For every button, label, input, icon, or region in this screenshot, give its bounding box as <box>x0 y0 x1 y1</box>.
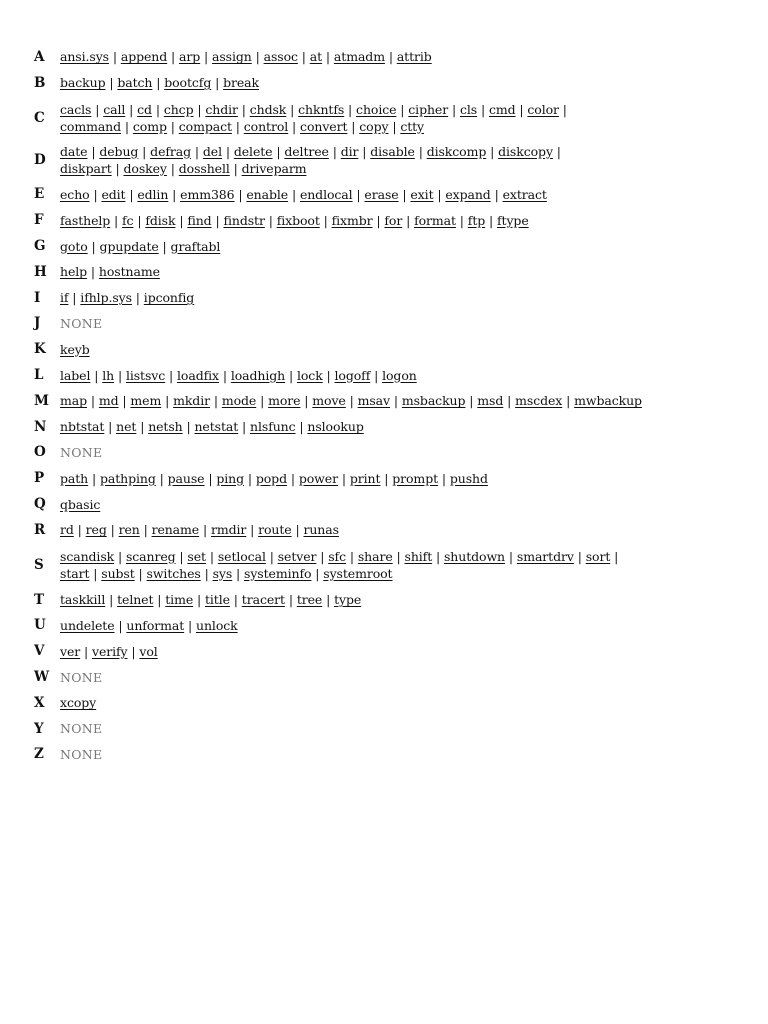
index-letter: U <box>34 617 46 634</box>
command-link-ping[interactable]: ping <box>216 470 244 486</box>
command-link-driveparm[interactable]: driveparm <box>241 160 307 176</box>
command-link-debug[interactable]: debug <box>99 143 139 159</box>
command-link-pathping[interactable]: pathping <box>100 470 156 486</box>
command-link-verify[interactable]: verify <box>92 643 128 659</box>
command-link-fdisk[interactable]: fdisk <box>145 212 176 228</box>
index-letter: A <box>34 48 45 65</box>
command-link-bootcfg[interactable]: bootcfg <box>164 75 212 91</box>
command-link-erase[interactable]: erase <box>364 186 399 202</box>
command-link-cipher[interactable]: cipher <box>408 101 449 117</box>
command-link-ipconfig[interactable]: ipconfig <box>143 290 195 306</box>
command-link-route[interactable]: route <box>258 522 292 538</box>
command-link-control[interactable]: control <box>243 118 289 134</box>
command-link-switches[interactable]: switches <box>146 565 201 581</box>
command-link-exit[interactable]: exit <box>410 186 434 202</box>
command-link-path[interactable]: path <box>60 470 89 486</box>
command-link-cmd[interactable]: cmd <box>488 101 516 117</box>
command-link-at[interactable]: at <box>309 49 323 65</box>
index-letter: W <box>34 669 50 686</box>
command-link-copy[interactable]: copy <box>359 118 389 134</box>
command-link-setlocal[interactable]: setlocal <box>217 548 266 564</box>
index-row-k <box>34 336 734 362</box>
index-row-o <box>34 440 734 466</box>
command-link-taskkill[interactable]: taskkill <box>60 592 106 608</box>
index-letter: R <box>34 521 46 538</box>
index-row-r <box>34 517 734 543</box>
command-link-assoc[interactable]: assoc <box>263 49 298 65</box>
command-list <box>60 694 734 711</box>
index-row-i <box>34 285 734 311</box>
command-link-systemroot[interactable]: systemroot <box>323 565 393 581</box>
command-link-find[interactable]: find <box>187 212 212 228</box>
command-link-nbtstat[interactable]: nbtstat <box>60 419 105 435</box>
index-row-t <box>34 587 734 613</box>
index-row-d <box>34 140 734 180</box>
command-link-fasthelp[interactable]: fasthelp <box>60 212 111 228</box>
command-link-chdir[interactable]: chdir <box>205 101 238 117</box>
command-list: goto | gpupdate | graftabl <box>60 238 221 254</box>
index-letter: L <box>34 367 44 384</box>
command-link-scandisk[interactable]: scandisk <box>60 548 115 564</box>
command-link-unformat[interactable]: unformat <box>126 617 185 633</box>
command-link-if[interactable]: if <box>60 290 69 306</box>
command-link-ifhlp-sys[interactable]: ifhlp.sys <box>80 290 132 306</box>
index-letter: Y <box>34 720 44 737</box>
index-row-c <box>34 98 734 138</box>
index-letter: S <box>34 556 44 573</box>
command-link-attrib[interactable]: attrib <box>396 49 432 65</box>
command-link-subst[interactable]: subst <box>101 565 135 581</box>
command-link-move[interactable]: move <box>312 393 346 409</box>
command-link-ftp[interactable]: ftp <box>467 212 486 228</box>
none-label: NONE <box>60 746 103 762</box>
command-link-chkntfs[interactable]: chkntfs <box>298 101 345 117</box>
command-link-mscdex[interactable]: mscdex <box>515 393 563 409</box>
command-list: scandisk | scanreg | set | setlocal | setver | sfc | share | shift | shutdown | smartdrv | sort | start | subst | switches | sys | systeminfo | systemroot <box>60 548 619 581</box>
command-list <box>60 496 734 513</box>
index-letter: D <box>34 151 46 168</box>
command-link-ver[interactable]: ver <box>60 643 81 659</box>
index-row-n <box>34 414 734 440</box>
command-list: fasthelp | fc | fdisk | find | findstr | fixboot | fixmbr | for | format | ftp | ftype <box>60 212 529 228</box>
command-link-xcopy[interactable]: xcopy <box>60 695 97 711</box>
command-list: backup | batch | bootcfg | break <box>60 75 260 91</box>
command-link-more[interactable]: more <box>268 393 301 409</box>
command-link-shutdown[interactable]: shutdown <box>443 548 506 564</box>
command-link-sort[interactable]: sort <box>585 548 611 564</box>
command-list <box>60 669 734 686</box>
command-link-expand[interactable]: expand <box>445 186 491 202</box>
command-link-ren[interactable]: ren <box>118 522 140 538</box>
command-link-break[interactable]: break <box>223 75 260 91</box>
command-link-set[interactable]: set <box>187 548 206 564</box>
command-link-edit[interactable]: edit <box>101 186 126 202</box>
command-link-date[interactable]: date <box>60 143 88 159</box>
index-row-p <box>34 465 734 491</box>
command-list: echo | edit | edlin | emm386 | enable | endlocal | erase | exit | expand | extract <box>60 186 547 202</box>
index-row-s <box>34 545 734 585</box>
command-link-rename[interactable]: rename <box>151 522 200 538</box>
command-link-keyb[interactable]: keyb <box>60 341 90 357</box>
index-letter: Z <box>34 746 44 763</box>
command-link-label[interactable]: label <box>60 367 91 383</box>
command-link-sfc[interactable]: sfc <box>328 548 346 564</box>
command-link-start[interactable]: start <box>60 565 90 581</box>
command-link-defrag[interactable]: defrag <box>150 143 192 159</box>
command-list: rd | reg | ren | rename | rmdir | route | runas <box>60 522 339 538</box>
none-label: NONE <box>60 721 103 737</box>
index-row-a <box>34 44 734 70</box>
command-link-choice[interactable]: choice <box>356 101 397 117</box>
command-link-color[interactable]: color <box>527 101 559 117</box>
index-row-b <box>34 70 734 96</box>
command-link-echo[interactable]: echo <box>60 186 90 202</box>
command-link-shift[interactable]: shift <box>404 548 433 564</box>
index-letter: F <box>34 212 44 229</box>
command-link-net[interactable]: net <box>116 419 137 435</box>
command-link-tree[interactable]: tree <box>296 592 323 608</box>
command-link-enable[interactable]: enable <box>246 186 289 202</box>
index-letter: C <box>34 109 45 126</box>
command-list: date | debug | defrag | del | delete | deltree | dir | disable | diskcomp | diskcopy | diskpart | doskey | dosshell | driveparm <box>60 143 561 176</box>
command-link-msbackup[interactable]: msbackup <box>401 393 466 409</box>
command-link-telnet[interactable]: telnet <box>117 592 154 608</box>
command-link-fixboot[interactable]: fixboot <box>276 212 320 228</box>
index-letter: I <box>34 289 41 306</box>
index-letter: J <box>34 315 41 332</box>
command-list: label | lh | listsvc | loadfix | loadhigh | lock | logoff | logon <box>60 367 417 383</box>
command-link-prompt[interactable]: prompt <box>392 470 439 486</box>
command-link-logoff[interactable]: logoff <box>334 367 371 383</box>
command-link-append[interactable]: append <box>120 49 168 65</box>
index-row-q <box>34 491 734 517</box>
command-link-format[interactable]: format <box>414 212 456 228</box>
command-link-cd[interactable]: cd <box>137 101 152 117</box>
command-link-runas[interactable]: runas <box>303 522 339 538</box>
command-link-systeminfo[interactable]: systeminfo <box>244 565 312 581</box>
command-link-diskpart[interactable]: diskpart <box>60 160 112 176</box>
command-link-loadhigh[interactable]: loadhigh <box>230 367 286 383</box>
index-row-f <box>34 207 734 233</box>
command-link-fixmbr[interactable]: fixmbr <box>331 212 373 228</box>
command-list <box>60 444 734 461</box>
command-link-netstat[interactable]: netstat <box>194 419 239 435</box>
command-link-rmdir[interactable]: rmdir <box>210 522 247 538</box>
command-link-batch[interactable]: batch <box>117 75 153 91</box>
command-link-smartdrv[interactable]: smartdrv <box>516 548 574 564</box>
command-link-del[interactable]: del <box>202 143 222 159</box>
command-list <box>60 720 734 737</box>
index-letter: P <box>34 470 45 487</box>
command-link-netsh[interactable]: netsh <box>148 419 183 435</box>
command-link-sys[interactable]: sys <box>212 565 233 581</box>
command-link-map[interactable]: map <box>60 393 88 409</box>
command-list <box>60 746 734 763</box>
command-link-pause[interactable]: pause <box>167 470 205 486</box>
command-link-type[interactable]: type <box>334 592 362 608</box>
command-link-ftype[interactable]: ftype <box>497 212 529 228</box>
command-link-hostname[interactable]: hostname <box>98 264 160 280</box>
command-link-for[interactable]: for <box>384 212 403 228</box>
command-link-diskcopy[interactable]: diskcopy <box>498 143 553 159</box>
command-link-qbasic[interactable]: qbasic <box>60 496 101 512</box>
command-list: taskkill | telnet | time | title | tracert | tree | type <box>60 592 362 608</box>
command-link-mwbackup[interactable]: mwbackup <box>574 393 642 409</box>
command-link-findstr[interactable]: findstr <box>223 212 265 228</box>
command-list: undelete | unformat | unlock <box>60 617 238 633</box>
command-list: nbtstat | net | netsh | netstat | nlsfunc | nslookup <box>60 419 364 435</box>
command-link-deltree[interactable]: deltree <box>284 143 329 159</box>
command-list <box>60 341 734 358</box>
none-label: NONE <box>60 669 103 685</box>
command-link-listsvc[interactable]: listsvc <box>125 367 166 383</box>
none-label: NONE <box>60 315 103 331</box>
index-row-y <box>34 716 734 742</box>
index-letter: M <box>34 392 49 409</box>
command-link-endlocal[interactable]: endlocal <box>299 186 353 202</box>
command-link-chcp[interactable]: chcp <box>163 101 194 117</box>
command-link-setver[interactable]: setver <box>277 548 317 564</box>
index-letter: E <box>34 186 45 203</box>
index-row-w <box>34 664 734 690</box>
index-row-e <box>34 182 734 208</box>
command-link-lh[interactable]: lh <box>102 367 115 383</box>
index-row-z <box>34 742 734 768</box>
command-link-delete[interactable]: delete <box>233 143 273 159</box>
command-link-dosshell[interactable]: dosshell <box>178 160 230 176</box>
command-link-nlsfunc[interactable]: nlsfunc <box>250 419 296 435</box>
index-letter: G <box>34 238 46 255</box>
command-link-loadfix[interactable]: loadfix <box>177 367 219 383</box>
command-link-print[interactable]: print <box>349 470 381 486</box>
command-link-mode[interactable]: mode <box>221 393 257 409</box>
command-link-compact[interactable]: compact <box>178 118 232 134</box>
command-link-tracert[interactable]: tracert <box>241 592 285 608</box>
index-letter: B <box>34 74 46 91</box>
index-row-j <box>34 311 734 337</box>
command-link-time[interactable]: time <box>165 592 194 608</box>
command-link-power[interactable]: power <box>298 470 338 486</box>
command-link-unlock[interactable]: unlock <box>196 617 238 633</box>
command-link-scanreg[interactable]: scanreg <box>125 548 176 564</box>
command-link-rd[interactable]: rd <box>60 522 74 538</box>
command-link-call[interactable]: call <box>103 101 126 117</box>
command-link-nslookup[interactable]: nslookup <box>307 419 364 435</box>
command-link-md[interactable]: md <box>98 393 119 409</box>
command-link-ansi-sys[interactable]: ansi.sys <box>60 49 109 65</box>
command-list: if | ifhlp.sys | ipconfig <box>60 290 195 306</box>
command-link-cls[interactable]: cls <box>459 101 478 117</box>
command-link-disable[interactable]: disable <box>370 143 415 159</box>
index-letter: O <box>34 444 46 461</box>
command-link-emm386[interactable]: emm386 <box>180 186 235 202</box>
command-link-undelete[interactable]: undelete <box>60 617 115 633</box>
index-row-l <box>34 362 734 388</box>
index-row-x <box>34 690 734 716</box>
command-link-gpupdate[interactable]: gpupdate <box>99 238 159 254</box>
index-row-v <box>34 638 734 664</box>
command-link-help[interactable]: help <box>60 264 88 280</box>
command-link-backup[interactable]: backup <box>60 75 106 91</box>
command-link-msd[interactable]: msd <box>477 393 504 409</box>
command-list: path | pathping | pause | ping | popd | power | print | prompt | pushd <box>60 470 488 486</box>
command-link-fc[interactable]: fc <box>122 212 134 228</box>
command-link-convert[interactable]: convert <box>300 118 348 134</box>
command-list: ver | verify | vol <box>60 643 158 659</box>
command-link-cacls[interactable]: cacls <box>60 101 92 117</box>
command-link-arp[interactable]: arp <box>179 49 201 65</box>
command-link-dir[interactable]: dir <box>340 143 359 159</box>
command-link-chdsk[interactable]: chdsk <box>249 101 287 117</box>
index-letter: V <box>34 643 45 660</box>
command-link-popd[interactable]: popd <box>255 470 287 486</box>
index-row-h <box>34 259 734 285</box>
command-link-goto[interactable]: goto <box>60 238 88 254</box>
command-link-graftabl[interactable]: graftabl <box>170 238 221 254</box>
command-list: ansi.sys | append | arp | assign | assoc | at | atmadm | attrib <box>60 49 432 65</box>
command-link-mkdir[interactable]: mkdir <box>173 393 210 409</box>
command-list <box>60 315 734 332</box>
index-row-u <box>34 613 734 639</box>
index-letter: Q <box>34 496 46 513</box>
command-link-diskcomp[interactable]: diskcomp <box>426 143 487 159</box>
command-link-comp[interactable]: comp <box>132 118 167 134</box>
command-index <box>34 44 734 767</box>
index-row-m <box>34 388 734 414</box>
command-link-lock[interactable]: lock <box>296 367 323 383</box>
index-letter: T <box>34 591 45 608</box>
command-link-share[interactable]: share <box>357 548 393 564</box>
command-link-vol[interactable]: vol <box>139 643 158 659</box>
command-link-mem[interactable]: mem <box>130 393 162 409</box>
index-letter: H <box>34 263 47 280</box>
index-letter: K <box>34 341 46 358</box>
command-link-pushd[interactable]: pushd <box>449 470 488 486</box>
command-list: cacls | call | cd | chcp | chdir | chdsk | chkntfs | choice | cipher | cls | cmd | color | command | comp | compact | control | convert | copy | ctty <box>60 101 567 134</box>
command-link-atmadm[interactable]: atmadm <box>333 49 385 65</box>
command-list: map | md | mem | mkdir | mode | more | move | msav | msbackup | msd | mscdex | mwbackup <box>60 393 642 409</box>
command-link-reg[interactable]: reg <box>85 522 107 538</box>
command-link-extract[interactable]: extract <box>502 186 547 202</box>
none-label: NONE <box>60 444 103 460</box>
command-link-title[interactable]: title <box>204 592 230 608</box>
command-link-ctty[interactable]: ctty <box>400 118 425 134</box>
command-link-doskey[interactable]: doskey <box>123 160 167 176</box>
index-letter: X <box>34 694 45 711</box>
index-letter: N <box>34 418 47 435</box>
command-list: help | hostname <box>60 264 160 280</box>
command-link-logon[interactable]: logon <box>382 367 417 383</box>
index-row-g <box>34 233 734 259</box>
command-link-edlin[interactable]: edlin <box>137 186 169 202</box>
command-link-msav[interactable]: msav <box>357 393 390 409</box>
command-link-assign[interactable]: assign <box>212 49 252 65</box>
command-link-command[interactable]: command <box>60 118 122 134</box>
